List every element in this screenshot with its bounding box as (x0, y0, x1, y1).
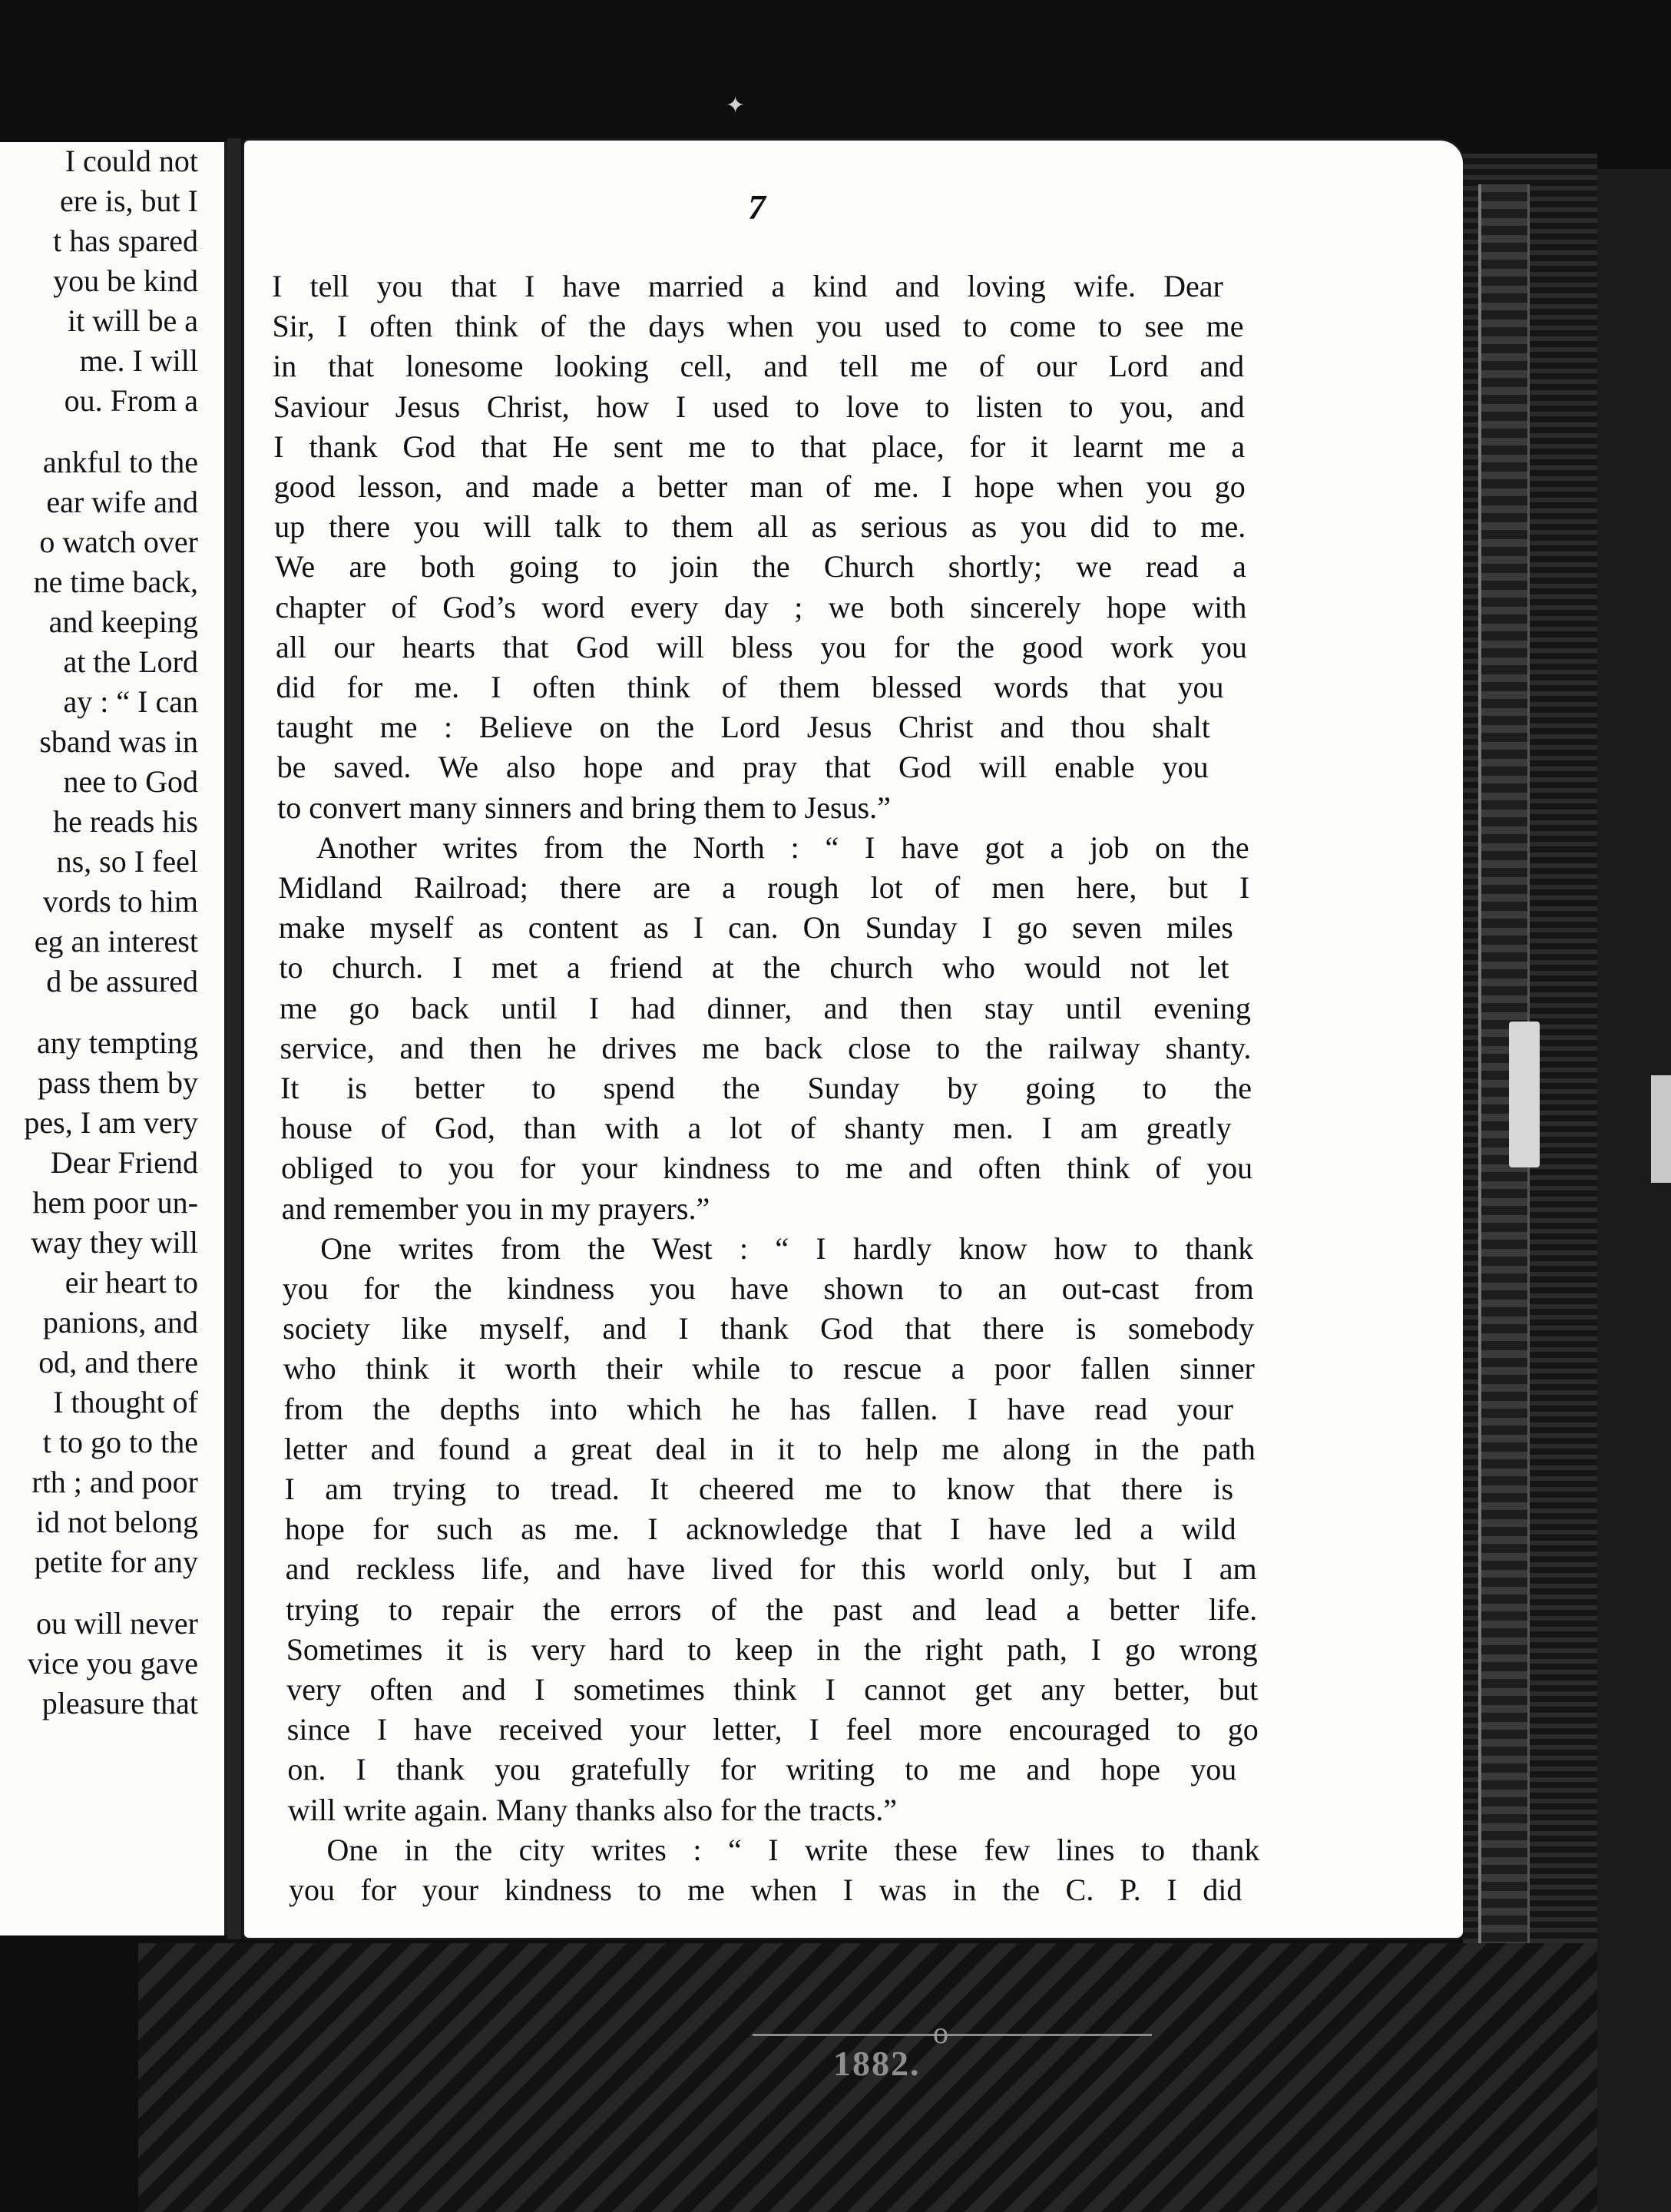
body-text-line: taught me : Believe on the Lord Jesus Christ and thou shalt (276, 710, 1210, 745)
body-text-line: I am trying to tread. It cheered me to know that there is (284, 1472, 1234, 1506)
body-text-line: Sometimes it is very hard to keep in the right path, I go wrong (286, 1631, 1258, 1667)
body-text-line: and remember you in my prayers.” (281, 1190, 710, 1226)
body-text-line: One writes from the West : “ I hardly know how to thank (320, 1230, 1254, 1266)
left-page-line: eg an interest (34, 924, 198, 959)
body-text-line: I tell you that I have married a kind and loving wife. Dear (272, 269, 1223, 303)
left-page-line: I thought of (53, 1385, 198, 1419)
body-text-line: service, and then he drives me back close to the railway shanty. (280, 1030, 1252, 1065)
left-page-line: panions, and (42, 1305, 198, 1339)
body-text-line: and reckless life, and have lived for this world only, but I am (285, 1551, 1257, 1587)
left-page-line: d be assured (46, 964, 198, 998)
cover-edge (1597, 169, 1671, 2212)
body-text-line: up there you will talk to them all as serious as you did to me. (274, 509, 1246, 545)
body-text-line: Saviour Jesus Christ, how I used to love to listen to you, and (273, 389, 1245, 424)
body-text-line: house of God, than with a lot of shanty men. I am greatly (280, 1111, 1232, 1146)
left-page-line: rth ; and poor (31, 1465, 198, 1499)
body-text-line: to church. I met a friend at the church who would not let (279, 950, 1229, 985)
body-text-line: me go back until I had dinner, and then stay until evening (279, 990, 1251, 1025)
left-page-line: od, and there (38, 1345, 198, 1379)
left-page-line: vords to him (42, 884, 198, 919)
scan-speck-icon: ✦ (726, 92, 746, 119)
left-page-line: t has spared (53, 224, 198, 258)
left-page-line: vice you gave (27, 1646, 198, 1681)
left-page-line: I could not (65, 144, 198, 178)
left-page-line: ne time back, (33, 565, 198, 599)
left-page-line: hem poor un- (32, 1185, 198, 1220)
left-page-line: ere is, but I (60, 184, 198, 218)
body-text-line: since I have received your letter, I feel more encouraged to go (286, 1712, 1259, 1747)
left-page-line: nee to God (63, 764, 198, 799)
body-text-line: make myself as content as I can. On Sunday I go seven miles (278, 910, 1233, 945)
body-text-line: Midland Railroad; there are a rough lot of men here, but I (278, 870, 1250, 905)
left-page-line: at the Lord (63, 644, 198, 679)
book-gutter (227, 138, 241, 1939)
body-text-line: to convert many sinners and bring them to Jesus.” (277, 790, 891, 825)
decorative-border (1463, 154, 1597, 2028)
ornament-circle: o (933, 2015, 948, 2050)
left-page-line: ou will never (35, 1606, 198, 1641)
left-page-line: o watch over (39, 525, 198, 559)
page-number: 7 (748, 187, 766, 227)
body-text-line: from the depths into which he has fallen. I have read your (283, 1391, 1233, 1426)
page-tab (1509, 1022, 1540, 1167)
left-page-line: petite for any (34, 1545, 198, 1579)
left-page-line: sband was in (39, 724, 198, 759)
body-text-line: letter and found a great deal in it to help me along in the path (283, 1431, 1256, 1466)
left-page-line: ay : “ I can (63, 684, 198, 719)
body-text-line: good lesson, and made a better man of me. I hope when you go (273, 469, 1246, 504)
body-text-line: all our hearts that God will bless you for the good work you (275, 629, 1247, 664)
left-page-line: he reads his (53, 804, 198, 839)
body-text-line: did for me. I often think of them blessed words that you (276, 670, 1224, 704)
left-page-line: Dear Friend (50, 1145, 198, 1180)
body-text-line: We are both going to join the Church shortly; we read a (274, 549, 1246, 584)
left-page-line: ankful to the (42, 445, 198, 479)
left-page-line: way they will (31, 1225, 198, 1260)
body-text-line: you for your kindness to me when I was in the C. P. I did (289, 1873, 1242, 1907)
left-page-line: t to go to the (42, 1425, 198, 1459)
body-text-line: One in the city writes : “ I write these few lines to thank (326, 1832, 1260, 1867)
left-page-line: me. I will (79, 343, 198, 378)
left-page-line: id not belong (35, 1505, 198, 1539)
body-text-line: I thank God that He sent me to that place, for it learnt me a (273, 429, 1246, 464)
body-text-line: in that lonesome looking cell, and tell me of our Lord and (273, 349, 1245, 384)
body-text-line: who think it worth their while to rescue a poor fallen sinner (283, 1351, 1255, 1386)
left-page-line: pass them by (38, 1065, 198, 1100)
body-text-line: It is better to spend the Sunday by going to the (280, 1071, 1252, 1105)
body-text-line: on. I thank you gratefully for writing to me and hope you (287, 1752, 1237, 1787)
left-page-line: ou. From a (64, 383, 198, 418)
left-page-line: it will be a (68, 303, 198, 338)
left-page-line: ear wife and (46, 485, 198, 519)
body-text-line: hope for such as me. I acknowledge that I have led a wild (285, 1512, 1236, 1547)
cover-glint (1651, 1075, 1671, 1183)
body-text-line: Another writes from the North : “ I have got a job on the (316, 830, 1249, 865)
left-page-line: and keeping (48, 604, 198, 639)
left-page-line: pleasure that (41, 1686, 198, 1720)
body-text-line: you for the kindness you have shown to an out-cast from (282, 1271, 1254, 1306)
right-page (244, 141, 1463, 1938)
left-page-line: you be kind (53, 263, 198, 298)
body-text-line: very often and I sometimes think I cannot get any better, but (286, 1672, 1259, 1707)
body-text-line: Sir, I often think of the days when you used to come to see me (272, 309, 1244, 344)
left-page-line: eir heart to (65, 1265, 198, 1300)
left-page-line: pes, I am very (24, 1105, 198, 1140)
body-text-line: society like myself, and I thank God that there is somebody (283, 1311, 1255, 1346)
body-text-line: chapter of God’s word every day ; we both sincerely hope with (275, 589, 1247, 624)
cover-year: 1882. (833, 2044, 921, 2083)
left-page-line: any tempting (37, 1025, 198, 1060)
body-text-line: will write again. Many thanks also for the tracts.” (287, 1792, 897, 1827)
left-page (0, 142, 229, 1936)
body-text-line: trying to repair the errors of the past and lead a better life. (286, 1591, 1258, 1627)
left-page-line: ns, so I feel (56, 844, 198, 879)
body-text-line: obliged to you for your kindness to me and often think of you (281, 1151, 1253, 1186)
body-text-line: be saved. We also hope and pray that God will enable you (276, 750, 1209, 785)
